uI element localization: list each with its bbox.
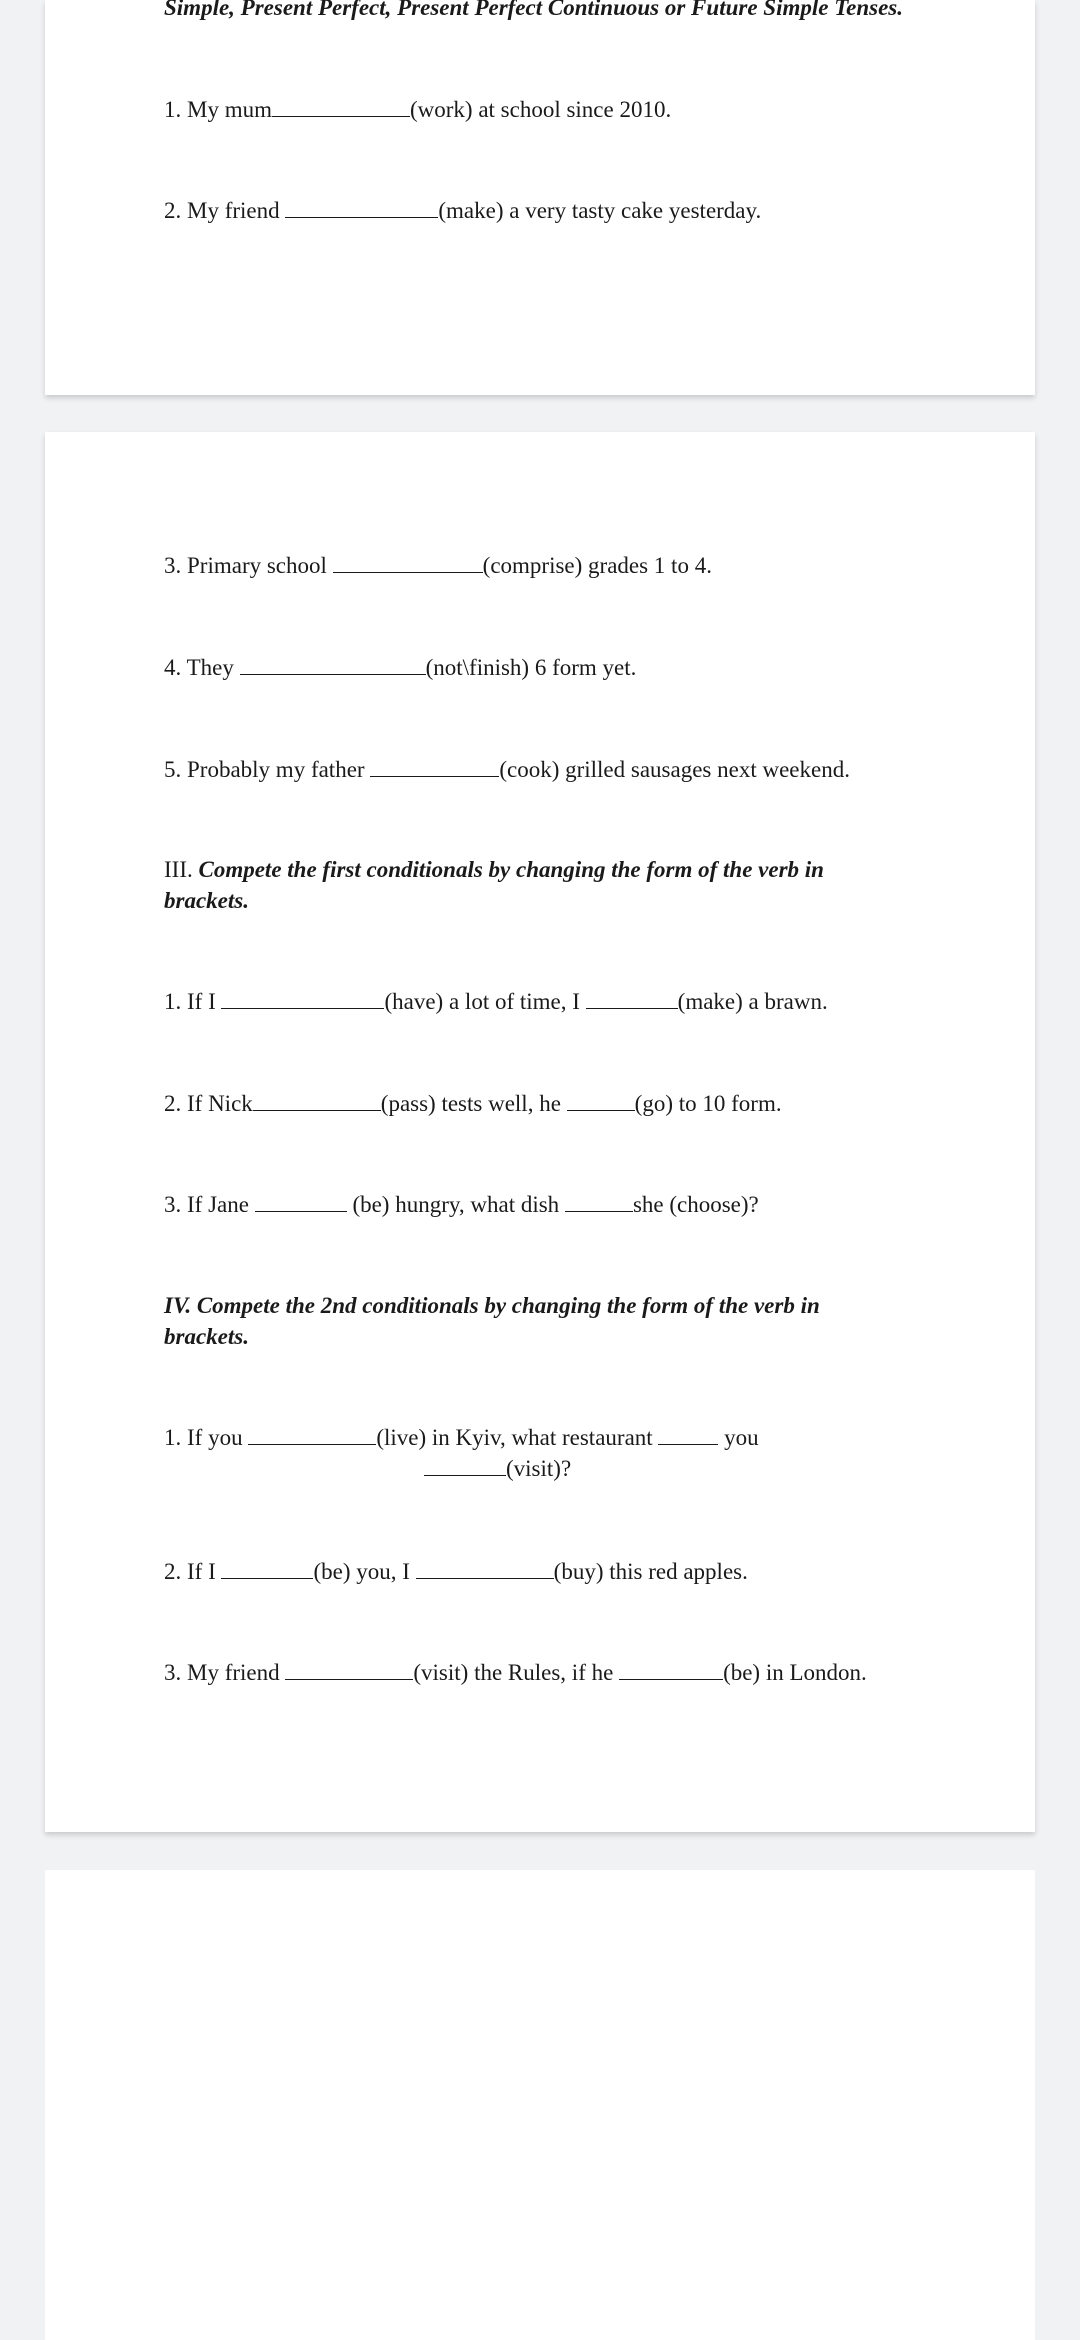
answer-blank[interactable] [424,1455,506,1476]
section-4-heading: IV. Compete the 2nd conditionals by changing the form of the verb in brackets. [164,1293,820,1349]
item-text: (go) to 10 form. [634,1091,782,1116]
answer-blank[interactable] [619,1659,723,1680]
item-text: (be) you, I [313,1559,416,1584]
item-text: 2. My friend [164,198,286,223]
exercise-item [164,1556,924,1587]
answer-blank[interactable] [255,1191,347,1212]
exercise-item [164,1088,924,1119]
item-text: 1. If I [164,989,222,1014]
item-text: (make) a brawn. [677,989,828,1014]
answer-blank[interactable] [221,988,384,1009]
item-text: 1. My mum [164,97,272,122]
answer-blank[interactable] [285,1659,413,1680]
item-text: (visit)? [506,1456,572,1481]
exercise-item [164,1189,924,1220]
exercise-item [164,195,924,226]
item-text: (buy) this red apples. [553,1559,748,1584]
section-number: III. [164,857,193,882]
answer-blank[interactable] [248,1424,376,1445]
document-page-1 [45,0,1035,395]
exercise-item [164,1657,924,1688]
item-text: (work) at school since 2010. [409,97,672,122]
item-text: (pass) tests well, he [380,1091,567,1116]
section-title: Compete the first conditionals by changing the form of the verb in brackets. [164,857,824,913]
section-3-heading [164,854,884,916]
item-text: 2. If Nick [164,1091,253,1116]
answer-blank[interactable] [416,1558,554,1579]
item-text: (make) a very tasty cake yesterday. [438,198,762,223]
exercise-item [164,550,924,581]
exercise-item [164,986,924,1017]
document-page-3 [45,1870,1035,2340]
item-text: 4. They [164,655,240,680]
item-text: 2. If I [164,1559,222,1584]
item-text: (visit) the Rules, if he [413,1660,620,1685]
exercise-item [164,652,924,683]
item-text: (be) in London. [723,1660,867,1685]
answer-blank[interactable] [658,1424,718,1445]
item-text: (have) a lot of time, I [384,989,586,1014]
answer-blank[interactable] [285,197,438,218]
item-text: 3. Primary school [164,553,333,578]
answer-blank[interactable] [240,654,426,675]
item-text: (comprise) grades 1 to 4. [482,553,712,578]
item-text: (cook) grilled sausages next weekend. [499,757,850,782]
item-text: (live) in Kyiv, what restaurant [376,1425,659,1450]
answer-blank[interactable] [333,552,483,573]
answer-blank[interactable] [272,96,410,117]
item-text: you [718,1425,759,1450]
answer-blank[interactable] [221,1558,313,1579]
document-page-2 [45,432,1035,1832]
answer-blank[interactable] [370,756,499,777]
item-text: (not\finish) 6 form yet. [425,655,637,680]
item-text: 3. If Jane [164,1192,255,1217]
item-text: 1. If you [164,1425,249,1450]
item-text: 5. Probably my father [164,757,371,782]
answer-blank[interactable] [253,1090,381,1111]
item-text: (be) hungry, what dish [346,1192,565,1217]
answer-blank[interactable] [565,1191,633,1212]
exercise-item [164,94,924,125]
section-2-heading-tail: Simple, Present Perfect, Present Perfect Continuous or Future Simple Tenses. [164,0,903,20]
exercise-item [164,1422,884,1484]
answer-blank[interactable] [586,988,678,1009]
item-text: 3. My friend [164,1660,286,1685]
item-text: she (choose)? [632,1192,759,1217]
answer-blank[interactable] [567,1090,635,1111]
exercise-item [164,754,924,785]
